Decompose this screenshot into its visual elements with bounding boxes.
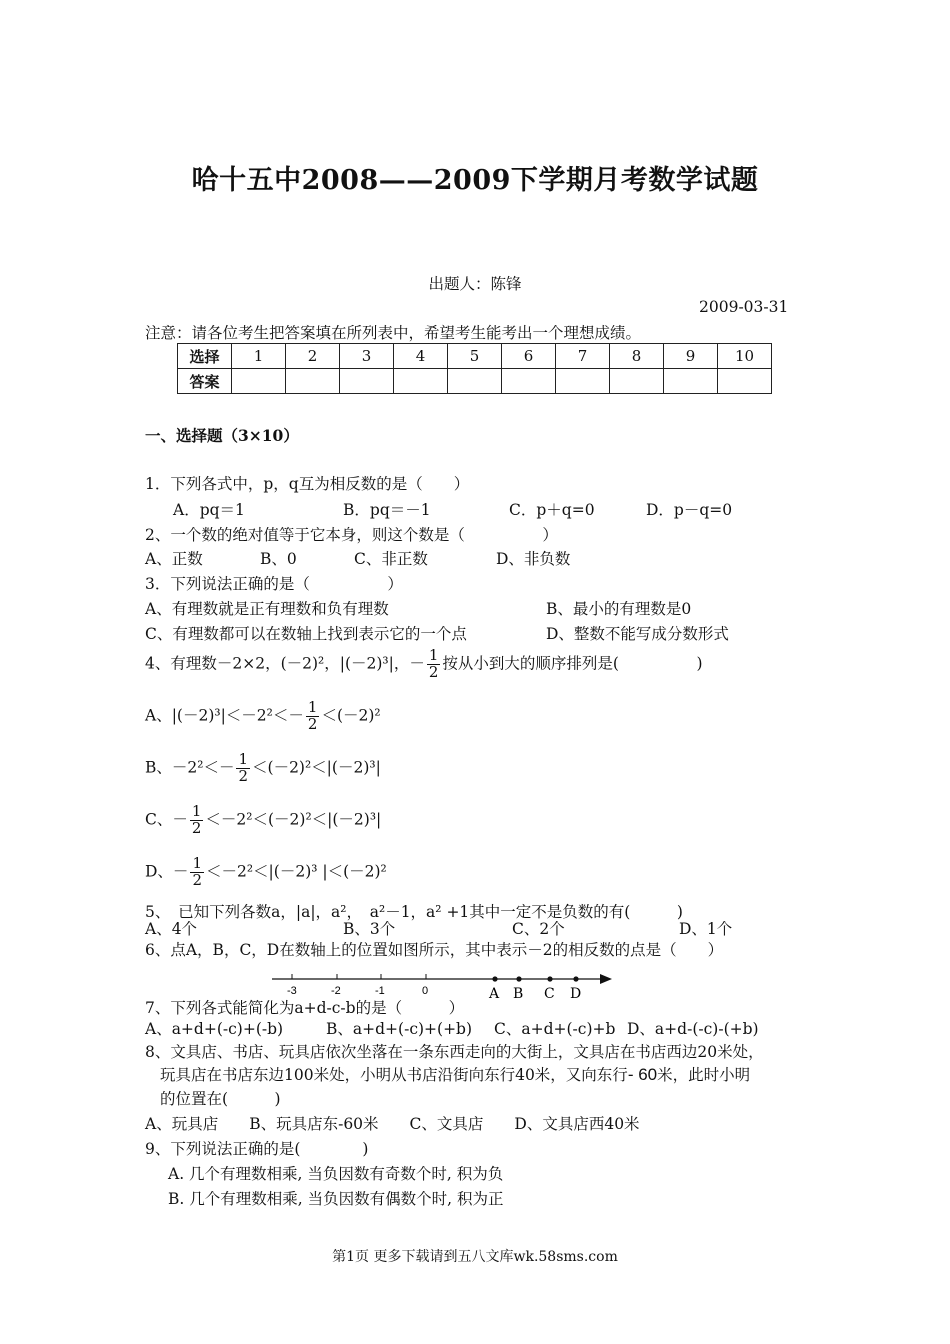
q4-option-b-end: ＜(－2)²＜|(－2)³| bbox=[252, 758, 381, 777]
answer-cell[interactable] bbox=[286, 369, 340, 394]
q2-option-a: A、正数 bbox=[145, 550, 203, 568]
answer-table-number: 9 bbox=[664, 344, 718, 369]
q8-value: - 60 bbox=[627, 1065, 658, 1084]
q8-line-2 bbox=[160, 1063, 750, 1085]
point-label: A bbox=[489, 986, 500, 1002]
fraction-one-half bbox=[236, 752, 250, 785]
q8-line-2-start: 玩具店在书店东边100米处，小明从书店沿街向东行40米，又向东行 bbox=[160, 1066, 628, 1084]
q7-option-b: B、a+d+(-c)+(+b) bbox=[326, 1020, 473, 1038]
q7-option-a: A、a+d+(-c)+(-b) bbox=[145, 1020, 284, 1038]
q4-option-b bbox=[145, 752, 381, 785]
q7-option-c: C、a+d+(-c)+b bbox=[494, 1020, 616, 1038]
answer-cell[interactable] bbox=[394, 369, 448, 394]
answer-cell[interactable] bbox=[664, 369, 718, 394]
q2-option-b: B、0 bbox=[260, 550, 297, 568]
q3-option-c: C、有理数都可以在数轴上找到表示它的一个点 bbox=[145, 625, 467, 643]
q4-option-c-start: C、－ bbox=[145, 810, 188, 829]
answer-cell[interactable] bbox=[448, 369, 502, 394]
q3-option-b: B、最小的有理数是0 bbox=[546, 600, 692, 618]
q4-option-c-end: ＜－2²＜(－2)²＜|(－2)³| bbox=[205, 810, 382, 829]
q4-stem-end: 按从小到大的顺序排列是( ) bbox=[442, 654, 703, 673]
q9-stem: 9、下列说法正确的是( ) bbox=[145, 1140, 369, 1158]
page-footer: 第1页 更多下载请到五八文库wk.58sms.com bbox=[332, 1249, 618, 1265]
q4-option-d bbox=[145, 856, 387, 889]
answer-table-header-choice: 选择 bbox=[178, 344, 232, 369]
answer-table-number: 5 bbox=[448, 344, 502, 369]
q3-option-d: D、整数不能写成分数形式 bbox=[546, 625, 729, 643]
page-title: 哈十五中2008——2009下学期月考数学试题 bbox=[191, 165, 759, 196]
fraction-numerator: 1 bbox=[192, 854, 202, 872]
answer-table-number: 7 bbox=[556, 344, 610, 369]
q3-stem: 3．下列说法正确的是（ ） bbox=[145, 575, 403, 593]
point-label: D bbox=[570, 986, 582, 1002]
fraction-denominator: 2 bbox=[192, 870, 202, 889]
point-label: B bbox=[513, 986, 524, 1002]
fraction-numerator: 1 bbox=[191, 802, 202, 820]
q8-line-2-end: 米，此时小明 bbox=[657, 1066, 751, 1084]
q1-option-c: C．p＋q=0 bbox=[509, 501, 595, 519]
answer-table-answer-row bbox=[178, 369, 772, 394]
answer-cell[interactable] bbox=[718, 369, 772, 394]
notice-text: 注意：请各位考生把答案填在所列表中，希望考生能考出一个理想成绩。 bbox=[145, 324, 642, 342]
q7-option-d: D、a+d-(-c)-(+b) bbox=[627, 1020, 759, 1038]
q1-option-b: B．pq＝－1 bbox=[343, 501, 431, 519]
point-d-dot bbox=[573, 976, 578, 981]
q2-stem: 2、一个数的绝对值等于它本身，则这个数是（ ） bbox=[145, 526, 558, 544]
point-b-dot bbox=[516, 976, 521, 981]
fraction-one-half bbox=[190, 856, 204, 889]
section-heading: 一、选择题（3×10） bbox=[145, 426, 299, 445]
answer-table-number: 1 bbox=[232, 344, 286, 369]
answer-table-number: 4 bbox=[394, 344, 448, 369]
q5-option-b: B、3个 bbox=[343, 920, 396, 938]
answer-table-number: 3 bbox=[340, 344, 394, 369]
fraction-numerator: 1 bbox=[428, 646, 439, 664]
fraction-denominator: 2 bbox=[428, 662, 439, 681]
answer-cell[interactable] bbox=[232, 369, 286, 394]
tick-label: -3 bbox=[287, 985, 297, 997]
q4-stem-start: 4、有理数－2×2，(－2)²，|(－2)³|，－ bbox=[145, 654, 425, 673]
q4-option-c bbox=[145, 804, 381, 837]
fraction-one-half bbox=[427, 648, 441, 681]
q4-option-a-start: A、|(－2)³|＜－2²＜－ bbox=[145, 706, 304, 725]
fraction-denominator: 2 bbox=[238, 766, 249, 785]
answer-cell[interactable] bbox=[502, 369, 556, 394]
point-a-dot bbox=[492, 976, 497, 981]
q1-stem: 1．下列各式中，p，q互为相反数的是（ ） bbox=[145, 475, 470, 493]
fraction-denominator: 2 bbox=[307, 714, 318, 733]
answer-cell[interactable] bbox=[610, 369, 664, 394]
answer-table-number-row bbox=[178, 344, 772, 369]
q9-option-b: B. 几个有理数相乘, 当负因数有偶数个时, 积为正 bbox=[168, 1190, 504, 1208]
q8-line-1: 8、文具店、书店、玩具店依次坐落在一条东西走向的大街上，文具店在书店西边20米处， bbox=[145, 1043, 764, 1061]
answer-table bbox=[177, 343, 772, 394]
q4-stem bbox=[145, 648, 703, 681]
fraction-numerator: 1 bbox=[307, 698, 318, 716]
q3-option-a: A、有理数就是正有理数和负有理数 bbox=[145, 600, 389, 618]
q4-option-b-start: B、－2²＜－ bbox=[145, 758, 235, 777]
answer-table-number: 2 bbox=[286, 344, 340, 369]
q4-option-d-start: D、－ bbox=[145, 862, 189, 881]
q5-option-c: C、2个 bbox=[512, 920, 565, 938]
author-line: 出题人：陈锋 bbox=[428, 275, 522, 293]
q4-option-d-end: ＜－2²＜|(－2)³ |＜(－2)² bbox=[205, 862, 387, 881]
fraction-numerator: 1 bbox=[238, 750, 249, 768]
exam-date: 2009-03-31 bbox=[699, 298, 789, 316]
answer-cell[interactable] bbox=[340, 369, 394, 394]
q8-line-3: 的位置在( ) bbox=[160, 1090, 281, 1108]
answer-table-number: 10 bbox=[718, 344, 772, 369]
q8-options: A、玩具店 B、玩具店东-60米 C、文具店 D、文具店西40米 bbox=[145, 1115, 640, 1133]
fraction-denominator: 2 bbox=[191, 818, 202, 837]
answer-cell[interactable] bbox=[556, 369, 610, 394]
q9-option-a: A. 几个有理数相乘, 当负因数有奇数个时, 积为负 bbox=[168, 1165, 504, 1183]
q5-option-d: D、1个 bbox=[679, 920, 733, 938]
point-c-dot bbox=[547, 976, 552, 981]
q2-option-c: C、非正数 bbox=[354, 550, 428, 568]
q2-option-d: D、非负数 bbox=[496, 550, 571, 568]
q7-stem: 7、下列各式能简化为a+d-c-b的是（ ） bbox=[145, 999, 465, 1017]
q1-option-a: A．pq＝1 bbox=[173, 501, 245, 519]
tick-label: -1 bbox=[375, 985, 385, 997]
arrow-right-icon bbox=[600, 974, 612, 984]
fraction-one-half bbox=[306, 700, 320, 733]
fraction-one-half bbox=[190, 804, 204, 837]
q4-option-a-end: ＜(－2)² bbox=[321, 706, 381, 725]
answer-table-header-answer: 答案 bbox=[178, 369, 232, 394]
answer-table-number: 6 bbox=[502, 344, 556, 369]
q4-option-a bbox=[145, 700, 381, 733]
q1-option-d: D．p－q=0 bbox=[646, 501, 733, 519]
tick-label: 0 bbox=[422, 985, 429, 997]
tick-label: -2 bbox=[331, 985, 341, 997]
answer-table-number: 8 bbox=[610, 344, 664, 369]
q5-option-a: A、4个 bbox=[145, 920, 198, 938]
q5-stem: 5、 已知下列各数a，|a|，a²， a²－1，a² +1其中一定不是负数的有( ) bbox=[145, 903, 683, 921]
q6-stem: 6、点A，B，C，D在数轴上的位置如图所示，其中表示－2的相反数的点是（ ） bbox=[145, 941, 724, 959]
point-label: C bbox=[544, 986, 555, 1002]
